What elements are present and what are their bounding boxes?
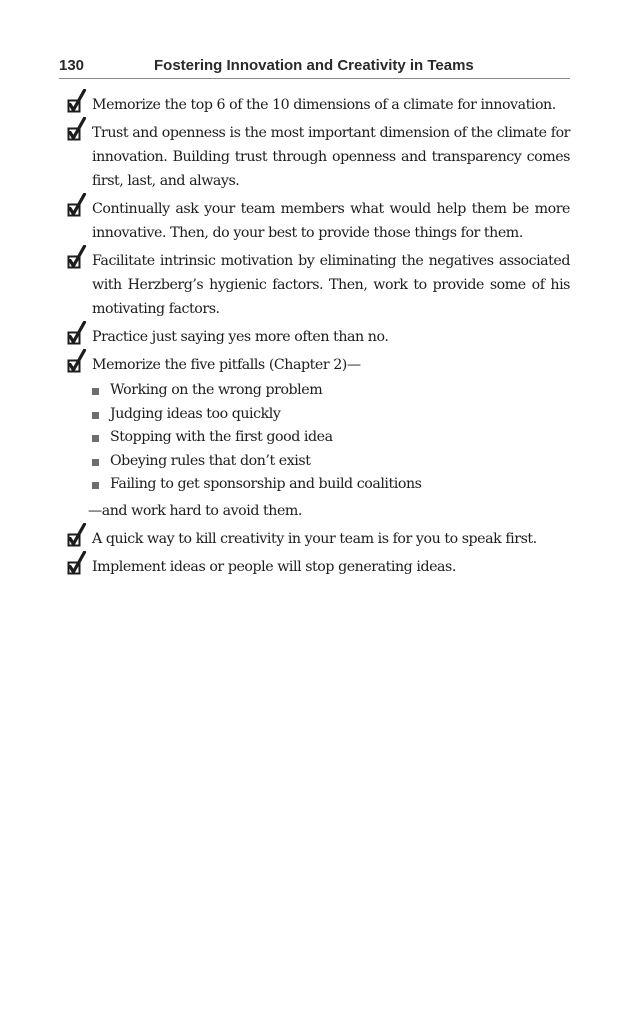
- pitfall-text: Failing to get sponsorship and build coalitions: [110, 476, 422, 492]
- checkbox-check-icon: [67, 89, 87, 115]
- pitfall-item: [92, 450, 570, 474]
- square-bullet-icon: [92, 412, 99, 419]
- checklist-item-text: Memorize the five pitfalls (Chapter 2)—: [92, 357, 361, 373]
- page-number: 130: [59, 57, 85, 74]
- pitfall-item: [92, 379, 570, 403]
- square-bullet-icon: [92, 482, 99, 489]
- checkbox-check-icon: [67, 245, 87, 271]
- checklist-item: [59, 93, 570, 117]
- checkbox-check-icon: [67, 117, 87, 143]
- running-head: [59, 52, 570, 79]
- checklist: [59, 93, 570, 579]
- checklist-item: [59, 527, 570, 551]
- book-page: [59, 52, 570, 583]
- pitfall-list: [92, 379, 570, 497]
- pitfall-item: [92, 473, 570, 497]
- checkbox-check-icon: [67, 551, 87, 577]
- pitfall-text: Stopping with the first good idea: [110, 429, 333, 445]
- checklist-item-pitfalls: [59, 353, 570, 523]
- pitfall-text: Working on the wrong problem: [110, 382, 323, 398]
- pitfall-item: [92, 426, 570, 450]
- checklist-item-text: Facilitate intrinsic motivation by eliminating the negatives associated with Herzberg’s hygienic factors. Then, work to provide some of his motivating factors.: [92, 253, 570, 317]
- checkbox-check-icon: [67, 349, 87, 375]
- square-bullet-icon: [92, 435, 99, 442]
- checkbox-check-icon: [67, 523, 87, 549]
- checklist-item: [59, 121, 570, 193]
- checkbox-check-icon: [67, 321, 87, 347]
- checklist-item-text: Implement ideas or people will stop generating ideas.: [92, 558, 456, 575]
- checklist-item-text: A quick way to kill creativity in your team is for you to speak first.: [92, 530, 537, 547]
- checklist-item-text: Practice just saying yes more often than no.: [92, 329, 389, 345]
- pitfall-item: [92, 403, 570, 427]
- pitfall-text: Obeying rules that don’t exist: [110, 452, 311, 469]
- checklist-item-text: Trust and openness is the most important dimension of the climate for innovation. Building trust through openness and transparency comes first, last, and always.: [92, 125, 570, 189]
- checklist-item-text: Memorize the top 6 of the 10 dimensions of a climate for innovation.: [92, 97, 556, 113]
- checkbox-check-icon: [67, 193, 87, 219]
- pitfalls-closing-text: —and work hard to avoid them.: [88, 502, 302, 519]
- checklist-item-text: Continually ask your team members what would help them be more innovative. Then, do your best to provide those things for them.: [92, 201, 570, 241]
- checklist-item: [59, 197, 570, 245]
- checklist-item: [59, 325, 570, 349]
- checklist-item: [59, 555, 570, 579]
- square-bullet-icon: [92, 459, 99, 466]
- pitfall-text: Judging ideas too quickly: [110, 405, 281, 422]
- checklist-item: [59, 249, 570, 321]
- square-bullet-icon: [92, 388, 99, 395]
- running-title: Fostering Innovation and Creativity in Teams: [154, 57, 474, 74]
